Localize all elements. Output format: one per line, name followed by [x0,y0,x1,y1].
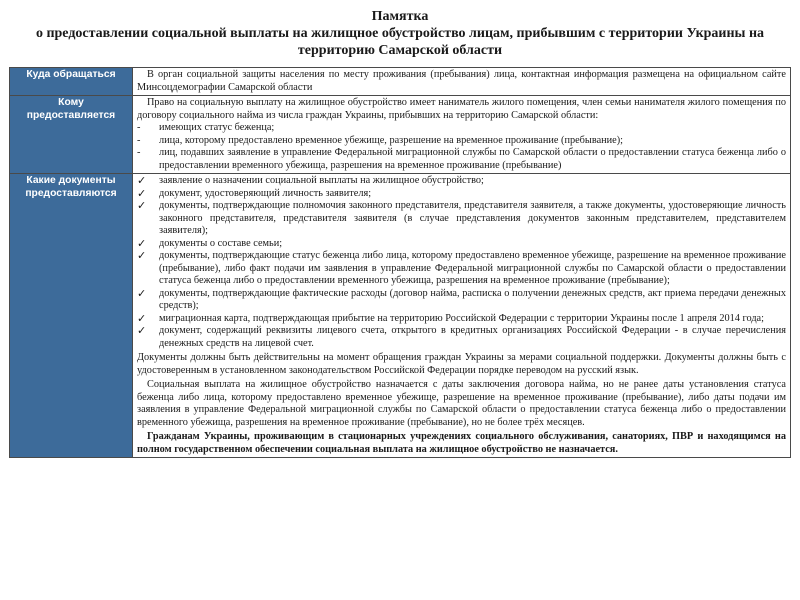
label-docs: Какие документы предоставляются [10,174,133,458]
docs-note-exclusion: Гражданам Украины, проживающим в стационарных учреждениях социального обслуживания, санаториях, ПВР и находящимся на полном государственном обеспечении социальная выплата на жилищное обустройство не назначается. [137,431,786,455]
label-whom: Кому предоставляется [10,96,133,174]
memo-title: Памятка [371,9,429,24]
docs-note-start-date: Социальная выплата на жилищное обустройство назначается с даты заключения договора найма, но не ранее даты установления статуса беженца либо лица, которому предоставлено временное убежище, разрешение на временное проживание (пребывание), либо даты подачи им заявления в управление Федеральной миграционной службы по Самарской области о предоставлении статуса беженца либо о предоставлении временного убежища, разрешения на временное проживание (пребывание), но не более трёх месяцев. [137,379,786,428]
check-icon: ✓ [137,186,147,200]
doc-item: ✓ документы, подтверждающие полномочия законного представителя, представителя заявителя, а также документы, удостоверяющие личность законного представителя, представителя заявителя (в случае представления документов законным представителем, представителем заявителя); [137,199,786,236]
whom-item: - лица, которому предоставлено временное убежище, разрешение на временное проживание (пребывание); [137,134,624,146]
docs-note-validity: Документы должны быть действительны на момент обращения граждан Украины за мерами социальной поддержки. Документы должны быть с удостоверенным в установленном законодательством Российской Федерации порядке переводом на русский язык. [137,352,786,376]
whom-item: - лиц, подавших заявление в управление Федеральной миграционной службы по Самарской области о предоставлении статуса беженца либо о предоставлении временного убежища, разрешения на временное проживание (пребывание) [137,147,786,171]
memo-header [0,0,800,59]
text-docs [133,174,791,458]
check-icon: ✓ [137,199,147,212]
text-whom [133,96,791,174]
check-icon: ✓ [137,286,147,300]
whom-intro: Право на социальную выплату на жилищное обустройство имеет наниматель жилого помещения, член семьи нанимателя жилого помещения по договору социального найма из числа граждан Украины, прибывших на территорию Самарской области: [137,97,786,121]
check-icon: ✓ [137,249,147,262]
row-docs [10,174,791,458]
doc-item: ✓ документ, содержащий реквизиты лицевого счета, открытого в кредитных организациях Российской Федерации - в случае перечисления денежных средств на лицевой счет. [137,324,786,349]
doc-item: ✓ документы, подтверждающие статус беженца либо лица, которому предоставлено временное убежище, разрешение на временное проживание (пребывание), либо факт подачи им заявления в управление Федеральной миграционной службы по Самарской области о предоставлении статуса беженца либо о предоставлении временного убежища, разрешения на временное проживание (пребывание); [137,249,786,286]
row-where [10,68,791,96]
check-icon: ✓ [137,236,147,250]
whom-item: - имеющих статус беженца; [137,122,275,133]
doc-item: ✓ заявление о назначении социальной выплаты на жилищное обустройство; [137,174,484,187]
check-icon: ✓ [137,174,147,187]
check-icon: ✓ [137,324,147,337]
doc-item: ✓ документ, удостоверяющий личность заявителя; [137,186,372,200]
label-where: Куда обращаться [10,68,133,96]
check-icon: ✓ [137,311,147,325]
where-text: В орган социальной защиты населения по месту проживания (пребывания) лица, контактная информация размещена на официальном сайте Минсоцдемографии Самарской области [137,69,786,93]
doc-item: ✓ миграционная карта, подтверждающая прибытие на территорию Российской Федерации с территории Украины после 1 апреля 2014 года; [137,311,764,325]
memo-subtitle-line2: территорию Самарской области [297,43,503,58]
doc-item: ✓ документы о составе семьи; [137,236,283,250]
memo-table [9,67,791,458]
row-whom [10,96,791,174]
doc-item: ✓ документы, подтверждающие фактические расходы (договор найма, расписка о получении денежных средств, акт приема передачи денежных средств); [137,286,786,311]
text-where [133,68,791,96]
memo-subtitle-line1: о предоставлении социальной выплаты на жилищное обустройство лицам, прибывшим с территории Украины на [35,26,765,41]
